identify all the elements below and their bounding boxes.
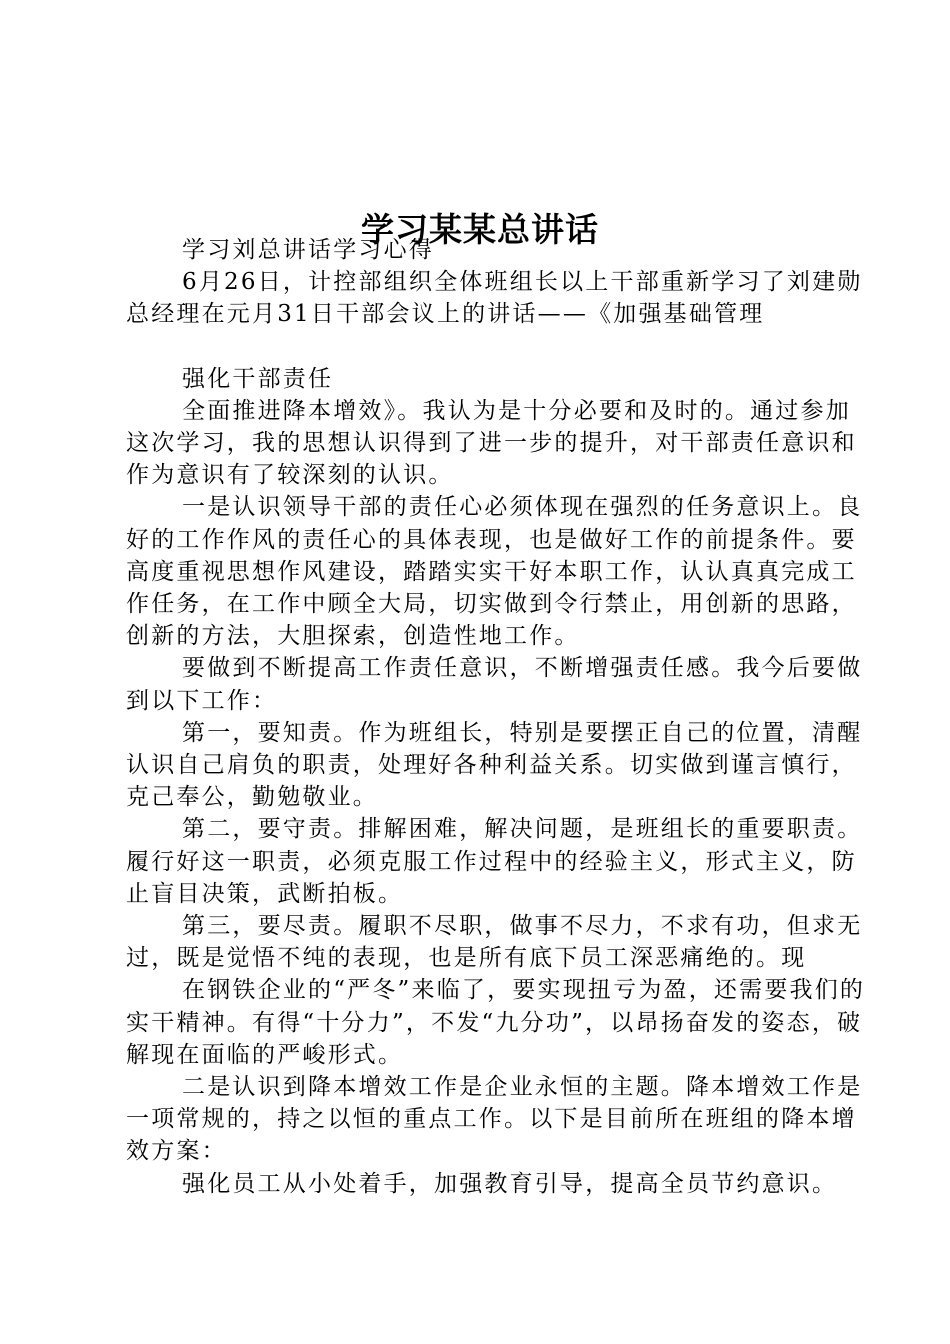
paragraph-intro: 6月26日，计控部组织全体班组长以上干部重新学习了刘建勋总经理在元月31日干部会议上的讲话——《加强基础管理 — [126, 269, 863, 328]
paragraph-awareness: 强化员工从小处着手，加强教育引导，提高全员节约意识。 — [182, 1170, 838, 1197]
paragraph-study-result: 全面推进降本增效》。我认为是十分必要和及时的。通过参加这次学习，我的思想认识得到了进一步的提升，对干部责任意识和作为意识有了较深刻的认识。 — [126, 397, 857, 489]
paragraph-point-one: 一是认识领导干部的责任心必须体现在强烈的任务意识上。良好的工作作风的责任心的具体表现，也是做好工作的前提条件。要高度重视思想作风建设，踏踏实实干好本职工作，认认真真完成工作任务，在工作中顾全大局，切实做到令行禁止，用创新的思路，创新的方法，大胆探索，创造性地工作。 — [126, 494, 863, 650]
document-body — [126, 234, 866, 1200]
paragraph-second: 第二，要守责。排解困难，解决问题，是班组长的重要职责。履行好这一职责，必须克服工作过程中的经验主义，形式主义，防止盲目决策，武断拍板。 — [126, 816, 863, 907]
document-title: 学习某某总讲话 — [361, 210, 599, 250]
paragraph-third: 第三，要尽责。履职不尽职，做事不尽力，不求有功，但求无过，既是觉悟不纯的表现，也是所有底下员工深恶痛绝的。现 — [126, 913, 863, 972]
paragraph-point-two: 二是认识到降本增效工作是企业永恒的主题。降本增效工作是一项常规的，持之以恒的重点工作。以下是目前所在班组的降本增效方案： — [126, 1074, 863, 1165]
paragraph-subtitle: 学习刘总讲话学习心得 — [182, 237, 434, 263]
paragraph-steel-winter: 在钢铁企业的“严冬”来临了，要实现扭亏为盈，还需要我们的实干精神。有得“十分力”，不发“九分功”，以昂扬奋发的姿态，破解现在面临的严峻形式。 — [126, 977, 866, 1068]
paragraph-responsibility: 要做到不断提高工作责任意识，不断增强责任感。我今后要做到以下工作： — [126, 655, 863, 714]
paragraph-first: 第一，要知责。作为班组长，特别是要摆正自己的位置，清醒认识自己肩负的职责，处理好各种利益关系。切实做到谨言慎行，克己奉公，勤勉敬业。 — [126, 719, 863, 811]
paragraph-heading-fragment: 强化干部责任 — [182, 365, 334, 392]
